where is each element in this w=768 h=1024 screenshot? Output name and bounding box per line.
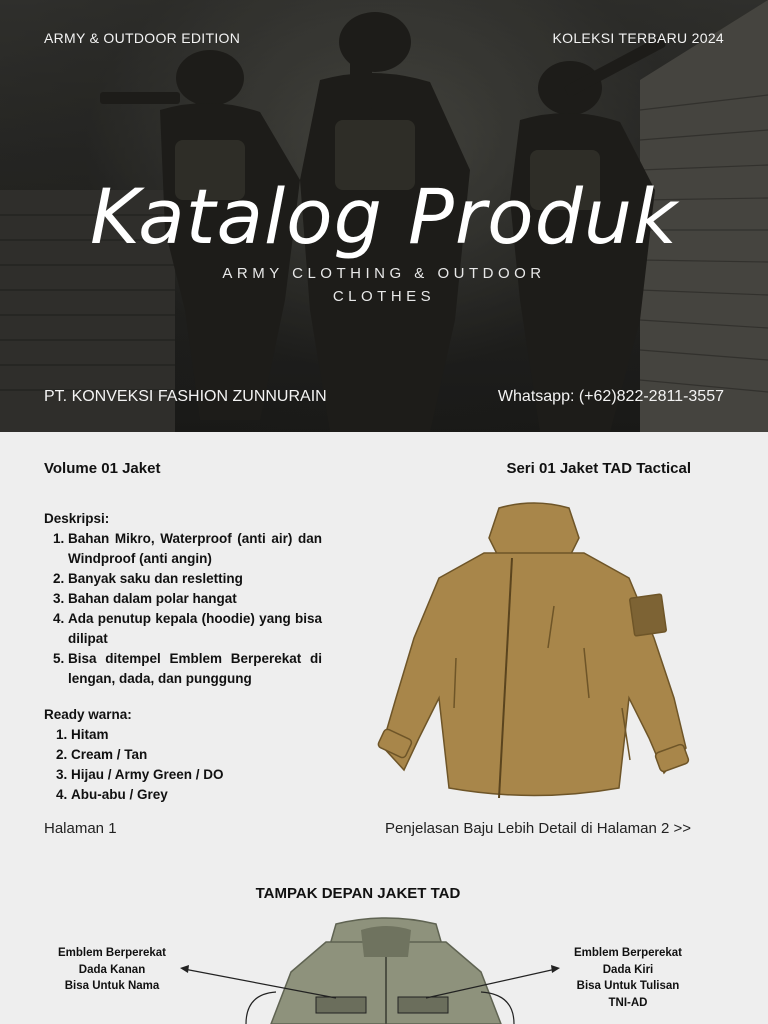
list-item: 1. Hitam (71, 725, 322, 745)
annotation-line: Bisa Untuk Tulisan (576, 980, 680, 992)
company-name: PT. KONVEKSI FASHION ZUNNURAIN (44, 388, 327, 405)
annotation-line: Emblem Berperekat (573, 947, 683, 959)
catalog-title: Katalog Produk (89, 172, 679, 261)
description-list (44, 529, 322, 689)
annotation-line: Dada Kiri (602, 963, 654, 976)
tan-jacket-image (374, 498, 694, 810)
hero-banner (0, 0, 768, 432)
colors-block (44, 705, 322, 805)
description-label: Deskripsi: (44, 511, 110, 526)
list-item: 2. Banyak saku dan resletting (68, 569, 322, 589)
annotation-line: Dada Kanan (78, 963, 146, 976)
catalog-subtitle (0, 262, 768, 308)
edition-label: ARMY & OUTDOOR EDITION (44, 30, 241, 46)
list-item: 3. Hijau / Army Green / DO (71, 765, 322, 785)
annotation-line: Emblem Berperekat (57, 947, 167, 959)
annotation-line: Bisa Untuk Nama (64, 980, 160, 992)
green-jacket-front-image (176, 912, 596, 1024)
product-section (0, 432, 768, 1024)
collection-label: KOLEKSI TERBARU 2024 (552, 30, 724, 46)
list-item: 1. Bahan Mikro, Waterproof (anti air) dan Windproof (anti angin) (68, 529, 322, 569)
list-item: 2. Cream / Tan (71, 745, 322, 765)
annotation-line: TNI-AD (608, 996, 648, 1009)
front-view-title: TAMPAK DEPAN JAKET TAD (255, 885, 461, 902)
colors-list (44, 725, 322, 805)
colors-label: Ready warna: (44, 707, 132, 722)
subtitle-line-1: ARMY CLOTHING & OUTDOOR (222, 265, 546, 282)
subtitle-line-2: CLOTHES (332, 288, 436, 305)
list-item: 5. Bisa ditempel Emblem Berperekat di lengan, dada, dan punggung (68, 649, 322, 689)
list-item: 4. Ada penutup kepala (hoodie) yang bisa dilipat (68, 609, 322, 649)
list-item: 3. Bahan dalam polar hangat (68, 589, 322, 609)
volume-title: Volume 01 Jaket (44, 460, 161, 477)
whatsapp-contact[interactable]: Whatsapp: (+62)822-2811-3557 (497, 388, 724, 405)
list-item: 4. Abu-abu / Grey (71, 785, 322, 805)
detail-link[interactable]: Penjelasan Baju Lebih Detail di Halaman 2 >> (384, 820, 691, 837)
description-block (44, 509, 322, 689)
page-number: Halaman 1 (44, 820, 117, 837)
annotation-right-chest (46, 945, 178, 995)
series-title: Seri 01 Jaket TAD Tactical (506, 460, 691, 477)
